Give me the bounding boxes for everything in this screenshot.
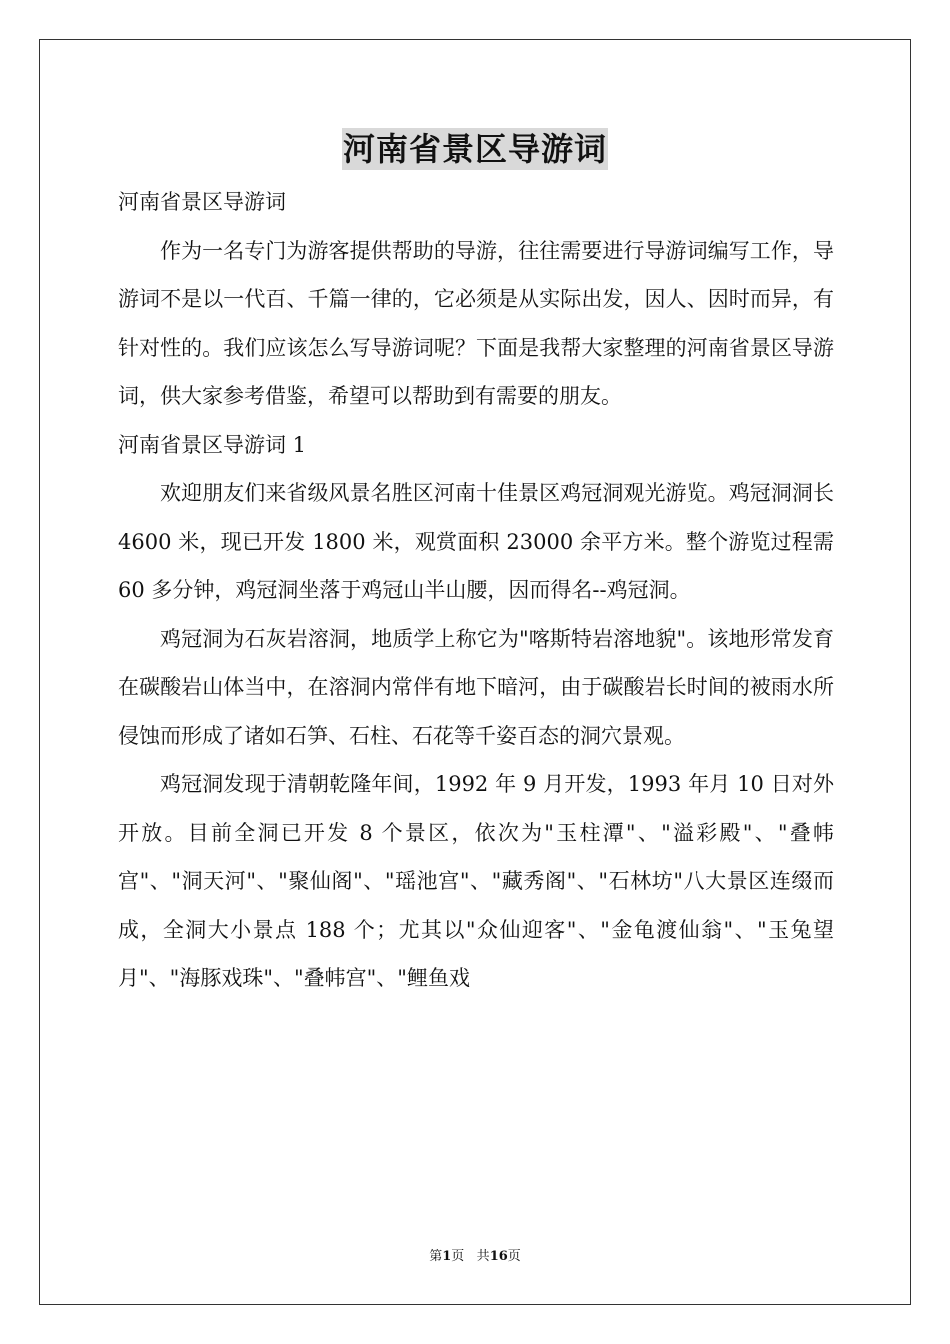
page-label-suffix: 页	[451, 1249, 465, 1264]
section-heading: 河南省景区导游词 1	[118, 432, 307, 457]
total-label-suffix: 页	[507, 1249, 521, 1264]
total-label-prefix: 共	[476, 1249, 490, 1264]
page-footer	[0, 1248, 950, 1266]
body-paragraph: 鸡冠洞发现于清朝乾隆年间，1992 年 9 月开发，1993 年月 10 日对外开放。目前全洞已开发 8 个景区，依次为"玉柱潭"、"溢彩殿"、"叠帏宫"、"洞天河"、"聚仙阁"、"瑶池宫"、"藏秀阁"、"石林坊"八大景区连缀而成，全洞大小景点 188 个；尤其以"众仙迎客"、"金龟渡仙翁"、"玉兔望月"、"海豚戏珠"、"叠帏宫"、"鲤鱼戏	[118, 772, 834, 990]
document-title: 河南省景区导游词	[342, 130, 607, 168]
page-number: 1	[442, 1249, 452, 1264]
subtitle-paragraph: 河南省景区导游词	[118, 190, 286, 214]
intro-paragraph: 作为一名专门为游客提供帮助的导游，往往需要进行导游词编写工作，导游词不是以一代百、千篇一律的，它必须是从实际出发，因人、因时而异，有针对性的。我们应该怎么写导游词呢？下面是我帮大家整理的河南省景区导游词，供大家参考借鉴，希望可以帮助到有需要的朋友。	[118, 238, 834, 408]
document-body	[118, 178, 834, 1003]
page-label-prefix: 第	[429, 1249, 443, 1264]
total-pages: 16	[489, 1249, 508, 1264]
body-paragraph: 欢迎朋友们来省级风景名胜区河南十佳景区鸡冠洞观光游览。鸡冠洞洞长 4600 米，现已开发 1800 米，观赏面积 23000 余平方米。整个游览过程需 60 多分钟，鸡冠洞坐落于鸡冠山半山腰，因而得名--鸡冠洞。	[118, 481, 834, 602]
body-paragraph: 鸡冠洞为石灰岩溶洞，地质学上称它为"喀斯特岩溶地貌"。该地形常发育在碳酸岩山体当中，在溶洞内常伴有地下暗河，由于碳酸岩长时间的被雨水所侵蚀而形成了诸如石笋、石柱、石花等千姿百态的洞穴景观。	[118, 626, 834, 748]
title-container	[0, 128, 950, 170]
